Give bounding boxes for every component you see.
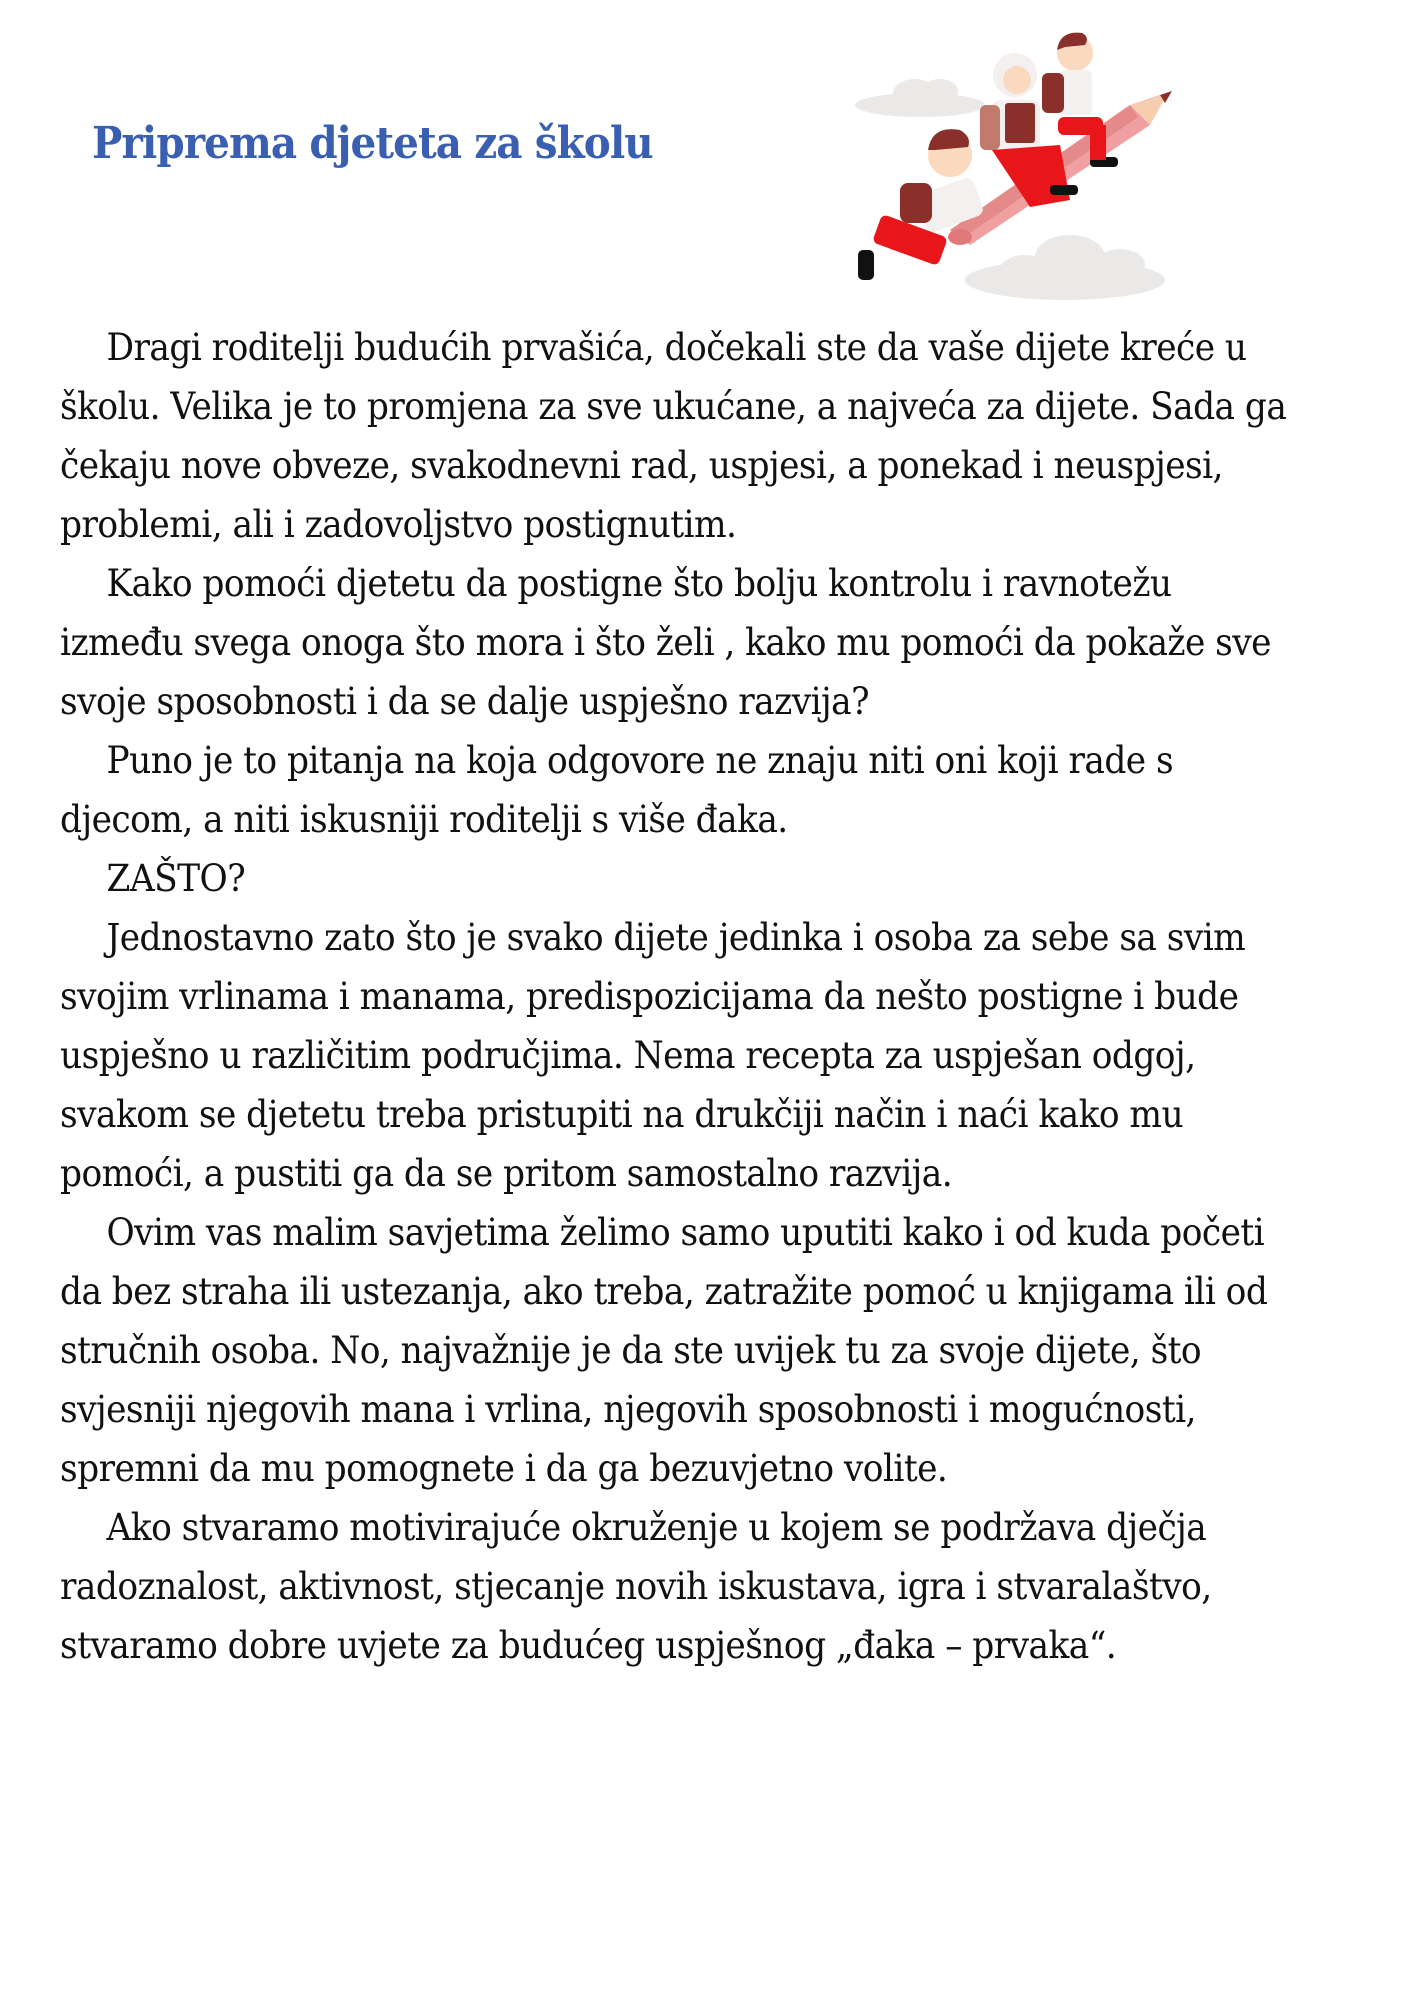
cloud-icon (965, 235, 1165, 300)
paragraph-heading-why: ZAŠTO? (106, 857, 246, 900)
paragraph: Ako stvaramo motivirajuće okruženje u kojem se podržava dječja radoznalost, aktivnost, stjecanje novih iskustava, igra i stvaralaštvo, stvaramo dobre uvjete za budućeg uspješnog „đaka – prvaka“. (60, 1506, 1212, 1667)
paragraph: Kako pomoći djetetu da postigne što bolju kontrolu i ravnotežu između svega onoga što mora i što želi , kako mu pomoći da pokaže sve svoje sposobnosti i da se dalje uspješno razvija? (60, 562, 1271, 723)
children-on-pencil-illustration (820, 25, 1220, 325)
letter-body (60, 318, 1297, 1675)
paragraph: Ovim vas malim savjetima želimo samo uputiti kako i od kuda početi da bez straha ili ustezanja, ako treba, zatražite pomoć u knjigama ili od stručnih osoba. No, najvažnije je da ste uvijek tu za svoje dijete, što svjesniji njegovih mana i vrlina, njegovih sposobnosti i mogućnosti, spremni da mu pomognete i da ga bezuvjetno volite. (60, 1211, 1268, 1490)
paragraph: Puno je to pitanja na koja odgovore ne znaju niti oni koji rade s djecom, a niti iskusniji roditelji s više đaka. (60, 739, 1174, 841)
cloud-icon (855, 79, 985, 117)
paragraph: Jednostavno zato što je svako dijete jedinka i osoba za sebe sa svim svojim vrlinama i manama, predispozicijama da nešto postigne i bude uspješno u različitim područjima. Nema recepta za uspješan odgoj, svakom se djetetu treba pristupiti na drukčiji način i naći kako mu pomoći, a pustiti ga da se pritom samostalno razvija. (60, 916, 1246, 1195)
paragraph: Dragi roditelji budućih prvašića, dočekali ste da vaše dijete kreće u školu. Velika je to promjena za sve ukućane, a najveća za dijete. Sada ga čekaju nove obveze, svakodnevni rad, uspjesi, a ponekad i neuspjesi, problemi, ali i zadovoljstvo postignutim. (60, 326, 1287, 546)
page-title: Priprema djeteta za školu (92, 118, 653, 169)
child-boy-back-icon (858, 129, 985, 280)
